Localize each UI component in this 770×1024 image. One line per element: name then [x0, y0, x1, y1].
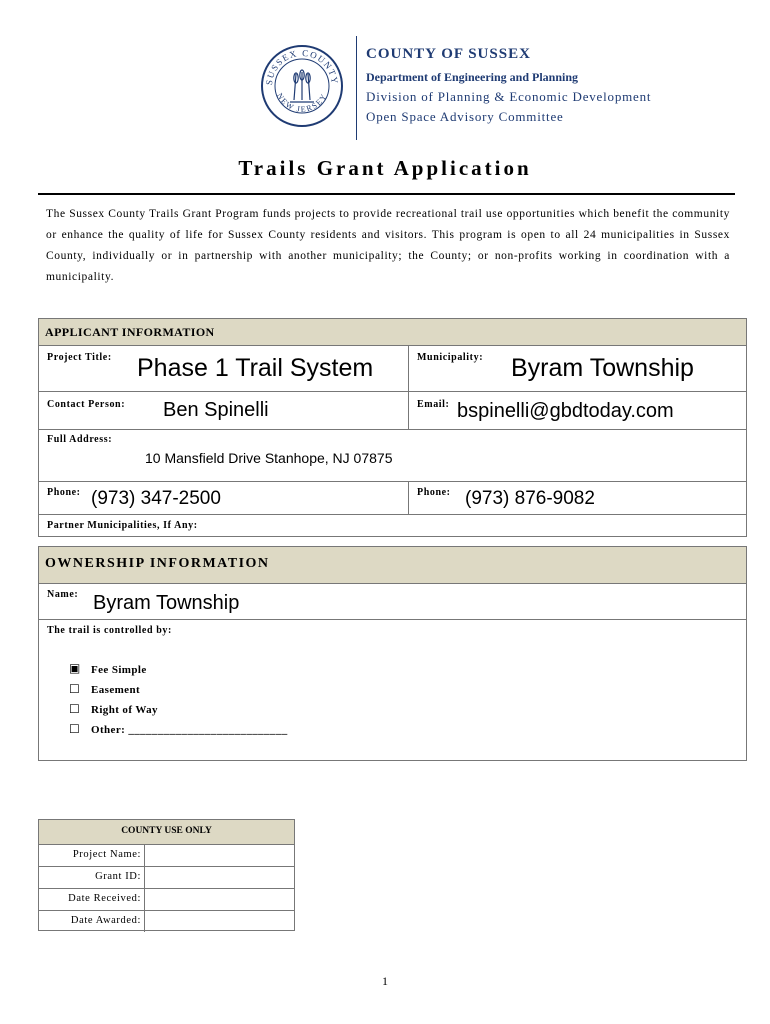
county-seal-logo: [260, 44, 344, 128]
committee-name: Open Space Advisory Committee: [366, 109, 564, 124]
county-name: COUNTY OF SUSSEX: [366, 46, 531, 62]
intro-paragraph: The Sussex County Trails Grant Program funds projects to provide recreational trail use opportunities which benefit the community or enhance the quality of life for Sussex County residents and visitors. This program is open to all 24 municipalities in Sussex County, individually or in partnership with another municipality; the County; or non-profits working in coordination with a municipality.: [46, 208, 730, 283]
municipality-label: Municipality:: [417, 352, 484, 363]
county-use-header: [39, 820, 294, 844]
full-address-label: Full Address:: [47, 434, 113, 445]
county-use-date-awarded-label: Date Awarded:: [70, 915, 141, 926]
owner-name-label: Name:: [47, 589, 79, 600]
ownership-section-header: [39, 547, 746, 583]
phone2-label: Phone:: [417, 487, 451, 498]
ownership-section-title: OWNERSHIP INFORMATION: [45, 556, 270, 571]
fee-simple-label: Fee Simple: [91, 664, 147, 676]
phone2-field[interactable]: (973) 876-9082: [465, 488, 595, 509]
email-label: Email:: [417, 399, 450, 410]
phone-label: Phone:: [47, 487, 81, 498]
contact-person-field[interactable]: Ben Spinelli: [163, 399, 269, 421]
county-use-date-received-label: Date Received:: [68, 893, 141, 904]
seal-bottom-text: NEW JERSEY: [275, 91, 329, 114]
right-of-way-label: Right of Way: [91, 704, 158, 716]
header-divider: [356, 36, 357, 140]
easement-checkbox[interactable]: ☐: [69, 682, 80, 696]
county-use-grant-id-label: Grant ID:: [95, 871, 141, 882]
page-title: Trails Grant Application: [238, 156, 532, 180]
partner-municipalities-label: Partner Municipalities, If Any:: [47, 520, 198, 531]
right-of-way-checkbox[interactable]: ☐: [69, 702, 80, 716]
phone-field[interactable]: (973) 347-2500: [91, 488, 221, 509]
applicant-section: [38, 318, 747, 537]
project-title-label: Project Title:: [47, 352, 112, 363]
other-label: Other: ___________________________: [91, 724, 288, 736]
owner-name-field[interactable]: Byram Township: [93, 592, 240, 614]
county-use-project-name-label: Project Name:: [72, 849, 141, 860]
controlled-by-label: The trail is controlled by:: [47, 625, 172, 636]
other-checkbox[interactable]: ☐: [69, 722, 80, 736]
division-name: Division of Planning & Economic Development: [366, 89, 652, 104]
applicant-section-title: APPLICANT INFORMATION: [45, 325, 215, 339]
project-title-field[interactable]: Phase 1 Trail System: [137, 354, 374, 382]
contact-person-label: Contact Person:: [47, 399, 126, 410]
title-divider: [38, 193, 735, 195]
applicant-section-header: [39, 319, 746, 345]
full-address-field[interactable]: 10 Mansfield Drive Stanhope, NJ 07875: [145, 450, 393, 466]
seal-top-text: SUSSEX COUNTY: [263, 47, 341, 86]
email-field[interactable]: bspinelli@gbdtoday.com: [457, 400, 674, 422]
easement-label: Easement: [91, 684, 141, 696]
page-number: 1: [382, 974, 388, 988]
ownership-section: [38, 546, 747, 761]
municipality-field[interactable]: Byram Township: [511, 354, 694, 382]
county-use-table: [38, 819, 295, 931]
fee-simple-checkbox[interactable]: ▣: [69, 661, 81, 675]
department-name: Department of Engineering and Planning: [366, 70, 579, 84]
county-use-title: COUNTY USE ONLY: [121, 826, 212, 836]
